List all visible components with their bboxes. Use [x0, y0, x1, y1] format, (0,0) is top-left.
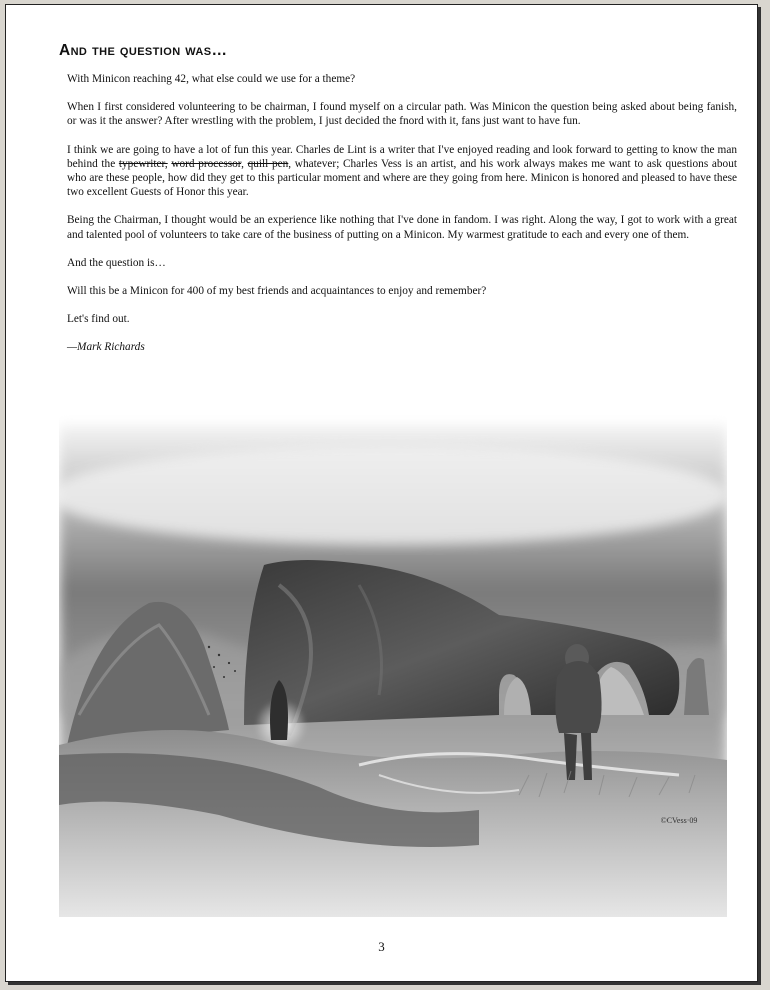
author-signature: —Mark Richards — [67, 341, 145, 354]
article-body — [67, 72, 737, 369]
paragraph-find-out: Let's find out. — [67, 313, 130, 326]
article-title: And the question was… — [59, 42, 228, 59]
struck-word-processor: word processor — [171, 157, 242, 170]
page-number: 3 — [378, 939, 385, 954]
paragraph-chairman-path: When I first considered volunteering to be chairman, I found myself on a circular path. Was Minicon the question being asked about being fanish, or was it the answer? After wrestling with the problem, I just decided the fnord with it, fans just want to have fun. — [67, 101, 737, 128]
struck-typewriter: typewriter, — [118, 157, 168, 170]
illustration-coastal-landscape — [59, 415, 727, 917]
paragraph-question-is: And the question is… — [67, 256, 166, 269]
struck-quill-pen: quill pen — [247, 157, 289, 170]
guests-text-start: I think we are going to have a lot of fun this year. Charles de Lint is a writer that I've enjoyed reading and look forward to getting to know the man behind the — [67, 143, 737, 170]
paragraph-guests: I think we are going to have a lot of fun this year. Charles de Lint is a writer that I've enjoyed reading and look forward to getting to know the man behind the typewriter, word processor, quill pen, whatever; Charles Vess is an artist, and his work always makes me want to ask questions about who are these people, how did they get to this particular moment and where are they going from here. Minicon is honored and pleased to have these two excellent Guests of Honor this year. — [67, 143, 737, 199]
document-page — [5, 4, 758, 982]
guests-text-end: , whatever; Charles Vess is an artist, and his work always makes me want to ask questions about who are these people, how did they get to this particular moment and where are they going from here. Minicon is honored and pleased to have these two excellent Guests of Honor this year. — [67, 157, 737, 199]
paragraph-theme: With Minicon reaching 42, what else could we use for a theme? — [67, 73, 356, 85]
artist-signature: ©CVess·09 — [660, 816, 698, 825]
paragraph-will-this-be: Will this be a Minicon for 400 of my best friends and acquaintances to enjoy and remember? — [67, 285, 487, 298]
paragraph-experience: Being the Chairman, I thought would be an experience like nothing that I've done in fandom. I was right. Along the way, I got to work with a great and talented pool of volunteers to take care of the business of putting on a Minicon. My warmest gratitude to each and every one of them. — [67, 214, 737, 241]
